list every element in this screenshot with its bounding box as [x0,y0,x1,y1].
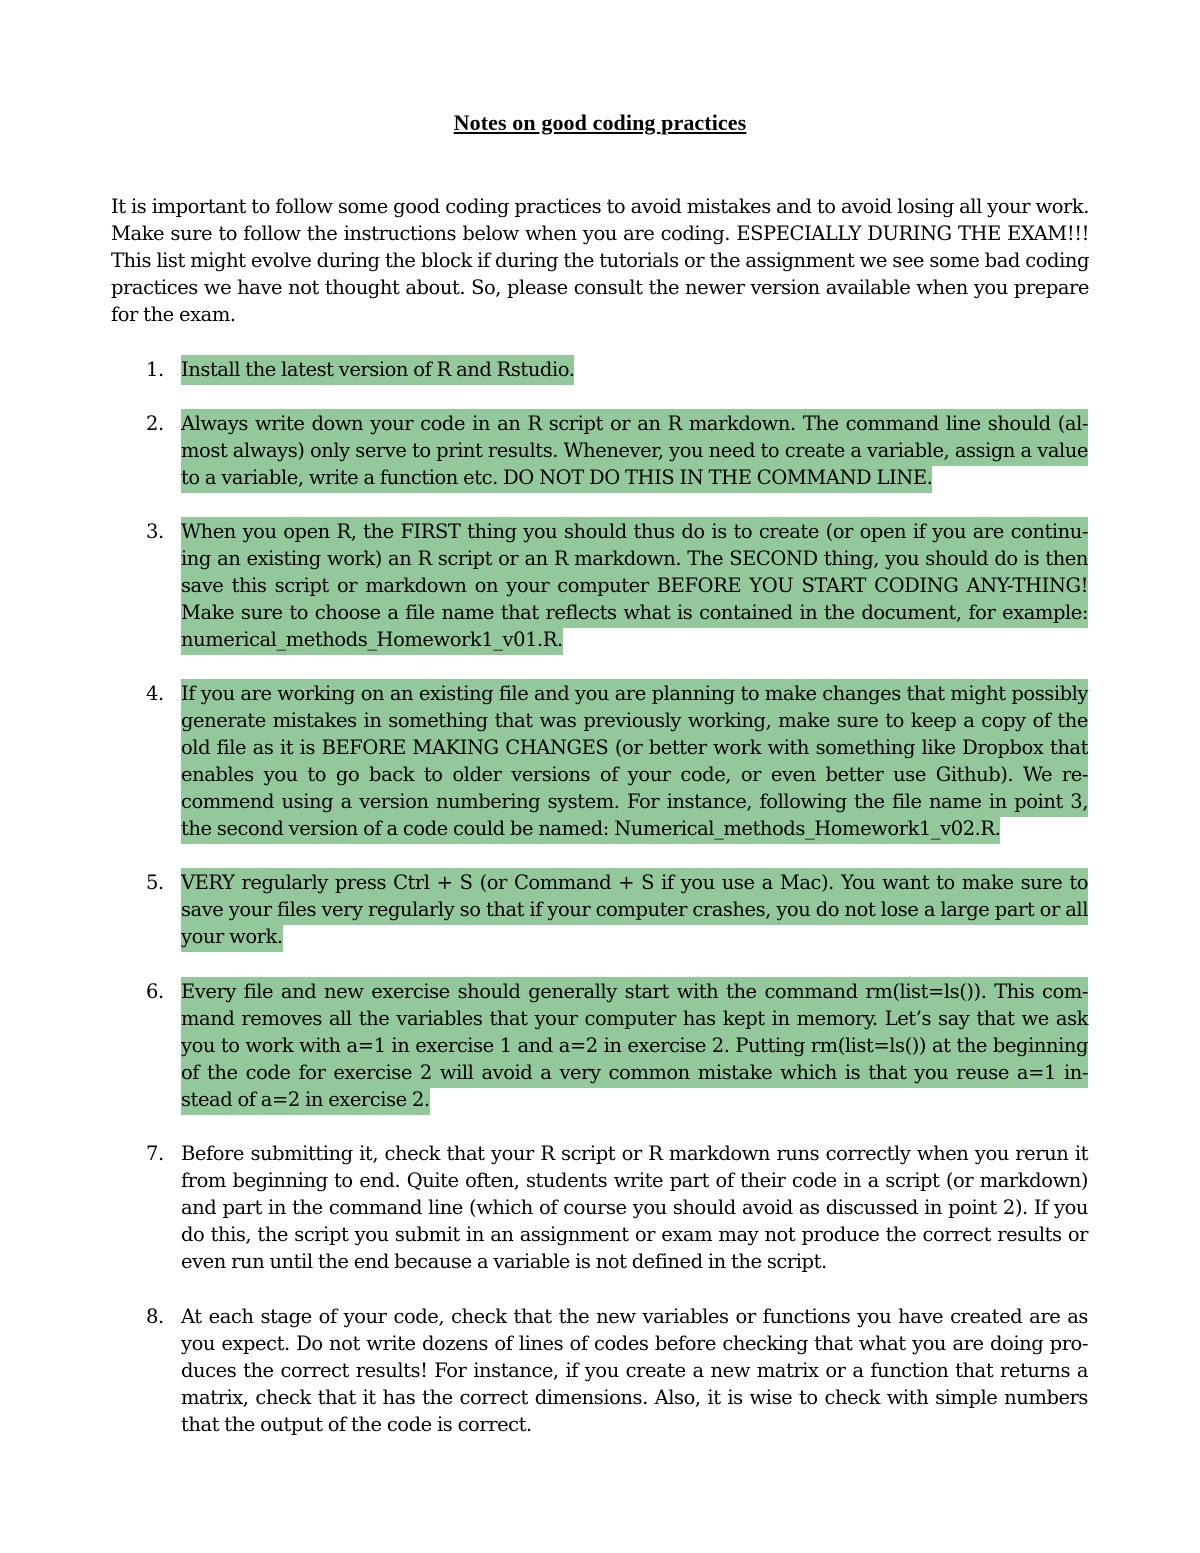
list-item-number: 5. [146,871,164,894]
list-item-text: At each stage of your code, check that the new variables or functions you have created are as you expect. Do not write dozens of lines of codes before checking that what you are doing pro-duces the correct results! For instance, if you create a new matrix or a function that returns a matrix, check that it has the correct dimensions. Also, it is wise to check with simple numbers that the output of the code is correct. [181,1305,1088,1436]
document-title: Notes on good coding practices [453,110,747,135]
list-item-text: Before submitting it, check that your R script or R markdown runs correctly when you rerun it from beginning to end. Quite often, students write part of their code in a script (or markdown) and part in the command line (which of course you should avoid as discussed in point 2). If you do this, the script you submit in an assignment or exam may not produce the correct results or even run until the end because a variable is not defined in the script. [181,1142,1088,1273]
list-item-number: 3. [146,520,164,543]
list-item-number: 7. [146,1142,164,1165]
list-item-text: Every file and new exercise should generally start with the command rm(list=ls()). This com-mand removes all the variables that your computer has kept in memory. Let’s say that we ask you to work with a=1 in exercise 1 and a=2 in exercise 2. Putting rm(list=ls()) at the beginning of the code for exercise 2 will avoid a very common mistake which is that you reuse a=1 in-stead of a=2 in exercise 2. [181,977,1088,1115]
intro-paragraph: It is important to follow some good coding practices to avoid mistakes and to avoid losing all your work. Make sure to follow the instructions below when you are coding. ESPECIALLY DURING THE EXAM!!! This list might evolve during the block if during the tutorials or the assignment we see some bad coding practices we have not thought about. So, please consult the newer version available when you prepare for the exam. [111,195,1089,326]
list-item-number: 4. [146,682,164,705]
list-item-text: Always write down your code in an R script or an R markdown. The command line should (al-most always) only serve to print results. Whenever, you need to create a variable, assign a value to a variable, write a function etc. DO NOT DO THIS IN THE COMMAND LINE. [181,409,1088,493]
list-item-number: 8. [146,1305,164,1328]
list-item-text: When you open R, the FIRST thing you should thus do is to create (or open if you are continu-ing an existing work) an R script or an R markdown. The SECOND thing, you should do is then save this script or markdown on your computer BEFORE YOU START CODING ANY-THING! Make sure to choose a file name that reflects what is contained in the document, for example: numerical_methods_Homework1_v01.R. [181,517,1088,655]
list-item-text: VERY regularly press Ctrl + S (or Command + S if you use a Mac). You want to make sure to save your files very regularly so that if your computer crashes, you do not lose a large part or all your work. [181,868,1088,952]
list-item-text: If you are working on an existing file and you are planning to make changes that might possibly generate mistakes in something that was previously working, make sure to keep a copy of the old file as it is BEFORE MAKING CHANGES (or better work with something like Dropbox that enables you to go back to older versions of your code, or even better use Github). We re-commend using a version numbering system. For instance, following the file name in point 3, the second version of a code could be named: Numerical_methods_Homework1_v02.R. [181,679,1088,844]
list-item-text: Install the latest version of R and Rstudio. [181,355,574,385]
list-item-number: 1. [146,358,164,381]
list-item-number: 2. [146,412,164,435]
list-item-number: 6. [146,980,164,1003]
